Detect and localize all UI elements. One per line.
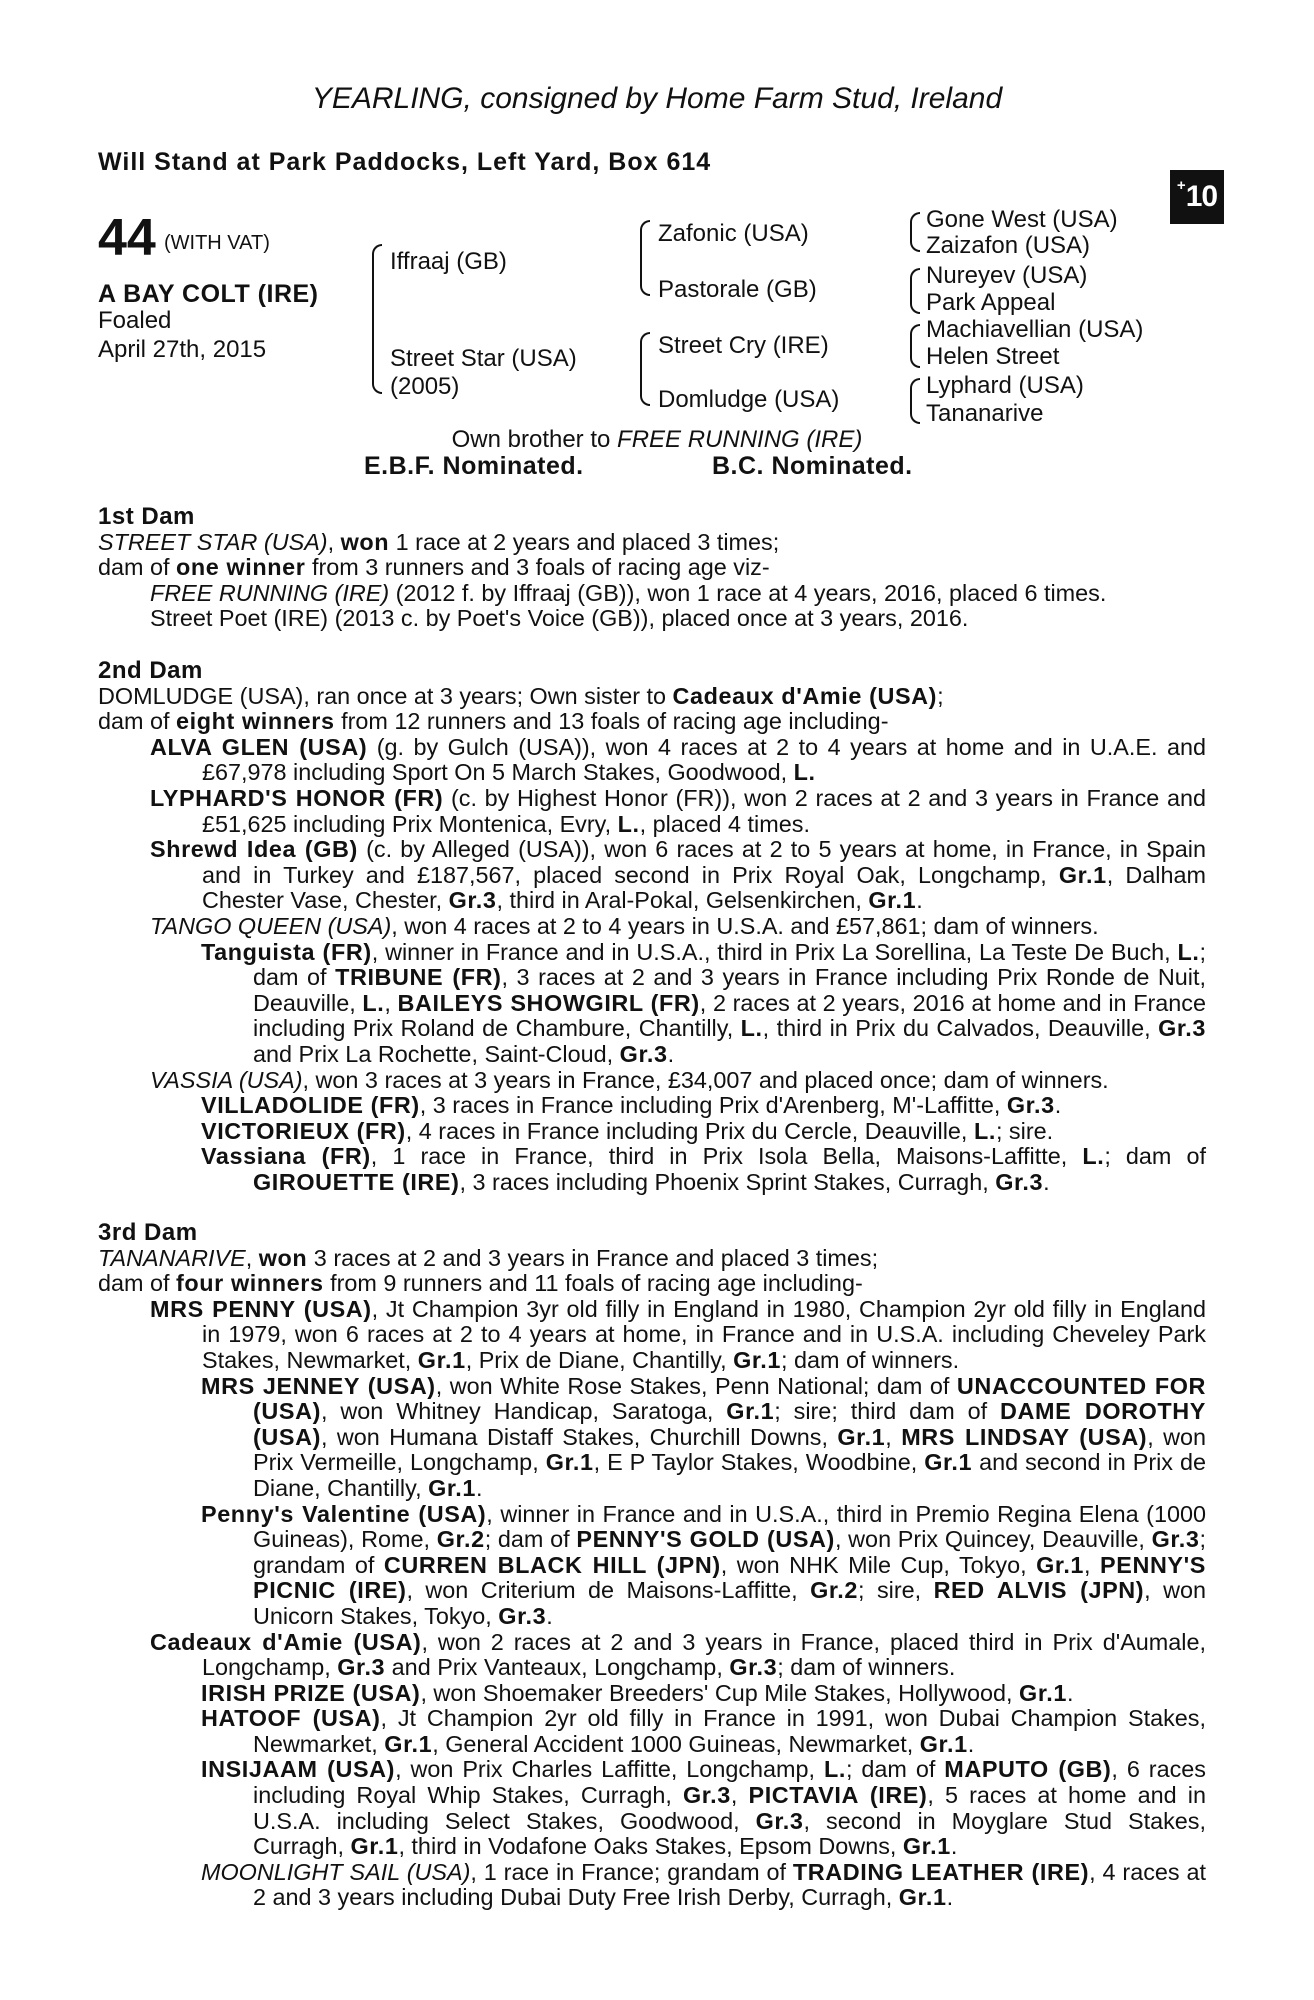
ped-g7: Lyphard (USA) xyxy=(926,372,1084,399)
third-dam-line-2: dam of four winners from 9 runners and 11 foals of racing age including- xyxy=(98,1270,863,1297)
produce-tango-queen: TANGO QUEEN (USA), won 4 races at 2 to 4 years in U.S.A. and £57,861; dam of winners. xyxy=(150,912,1099,939)
brace-dam xyxy=(640,332,650,406)
brace-main xyxy=(372,244,382,394)
third-dam-line-1: TANANARIVE, won 3 races at 2 and 3 years in France and placed 3 times; xyxy=(98,1244,879,1271)
produce-tanguista: Tanguista (FR), winner in France and in U.S.A., third in Prix La Sorellina, La Teste De Buch, L.; dam of TRIBUNE (FR), 3 races at 2 and 3 years in France including Prix Ronde de Nuit, Deauville, L., BAILEYS SHOWGIRL (FR), 2 races at 2 years, 2016 at home and in France including Prix Roland de Chambure, Chantilly, L., third in Prix du Calvados, Deauville, Gr.3 and Prix La Rochette, Saint-Cloud, Gr.3. xyxy=(201,938,1207,1067)
third-dam-section xyxy=(98,1220,1206,1911)
produce-cadeaux-damie: Cadeaux d'Amie (USA), won 2 races at 2 and 3 years in France, placed third in Prix d'Aumale, Longchamp, Gr.3 and Prix Vanteaux, Longchamp, Gr.3; dam of winners. xyxy=(150,1628,1207,1681)
produce-mrs-jenney: MRS JENNEY (USA), won White Rose Stakes, Penn National; dam of UNACCOUNTED FOR (USA), won Whitney Handicap, Saratoga, Gr.1; sire; third dam of DAME DOROTHY (USA), won Humana Distaff Stakes, Churchill Downs, Gr.1, MRS LINDSAY (USA), won Prix Vermeille, Longchamp, Gr.1, E P Taylor Stakes, Woodbine, Gr.1 and second in Prix de Diane, Chantilly, Gr.1. xyxy=(201,1372,1206,1501)
first-dam-line-1: STREET STAR (USA), won 1 race at 2 years and placed 3 times; xyxy=(98,528,780,555)
brace-g12 xyxy=(910,212,920,252)
produce-alva-glen: ALVA GLEN (USA) (g. by Gulch (USA)), won 4 races at 2 to 4 years at home and in U.A.E. and £67,978 including Sport On 5 March Stakes, Goodwood, L. xyxy=(150,733,1206,786)
brace-g34 xyxy=(910,268,920,314)
ped-g5: Machiavellian (USA) xyxy=(926,316,1144,343)
first-dam-produce-1: FREE RUNNING (IRE) (2012 f. by Iffraaj (GB)), won 1 race at 4 years, 2016, placed 6 times. xyxy=(150,579,1107,606)
second-dam-line-1: DOMLUDGE (USA), ran once at 3 years; Own sister to Cadeaux d'Amie (USA); xyxy=(98,682,944,709)
ped-g1: Gone West (USA) xyxy=(926,206,1118,233)
produce-moonlight-sail: MOONLIGHT SAIL (USA), 1 race in France; grandam of TRADING LEATHER (IRE), 4 races at 2 and 3 years including Dubai Duty Free Irish Derby, Curragh, Gr.1. xyxy=(201,1858,1206,1911)
horse-name: A BAY COLT (IRE) xyxy=(98,280,319,308)
ped-dam: Street Star (USA) xyxy=(390,345,577,372)
produce-vassia: VASSIA (USA), won 3 races at 3 years in France, £34,007 and placed once; dam of winners. xyxy=(150,1066,1109,1093)
foaled-date: April 27th, 2015 xyxy=(98,336,267,363)
first-dam-line-2: dam of one winner from 3 runners and 3 foals of racing age viz- xyxy=(98,554,770,581)
stand-location: Will Stand at Park Paddocks, Left Yard, Box 614 xyxy=(98,148,712,176)
first-dam-section xyxy=(98,504,1206,632)
ped-g6: Helen Street xyxy=(926,343,1060,370)
own-brother-prefix: Own brother to xyxy=(451,426,618,453)
own-brother-name: FREE RUNNING (IRE) xyxy=(617,426,863,453)
badge-number: 10 xyxy=(1185,180,1218,213)
produce-pennys-valentine: Penny's Valentine (USA), winner in France and in U.S.A., third in Premio Regina Elena (1000 Guineas), Rome, Gr.2; dam of PENNY'S GOLD (USA), won Prix Quincey, Deauville, Gr.3; grandam of CURREN BLACK HILL (JPN), won NHK Mile Cup, Tokyo, Gr.1, PENNY'S PICNIC (IRE), won Criterium de Maisons-Laffitte, Gr.2; sire, RED ALVIS (JPN), won Unicorn Stakes, Tokyo, Gr.3. xyxy=(201,1500,1207,1629)
brace-g78 xyxy=(910,378,920,424)
produce-hatoof: HATOOF (USA), Jt Champion 2yr old filly in France in 1991, won Dubai Champion Stakes, Newmarket, Gr.1, General Accident 1000 Guineas, Newmarket, Gr.1. xyxy=(201,1705,1206,1757)
own-brother-line xyxy=(0,426,1314,454)
ped-dam-sire: Street Cry (IRE) xyxy=(658,332,829,359)
page-heading: YEARLING, consigned by Home Farm Stud, Ireland xyxy=(311,82,1003,115)
ped-g3: Nureyev (USA) xyxy=(926,262,1088,289)
produce-insijaam: INSIJAAM (USA), won Prix Charles Laffitte, Longchamp, L.; dam of MAPUTO (GB), 6 races including Royal Whip Stakes, Curragh, Gr.3, PICTAVIA (IRE), 5 races at home and in U.S.A. including Select Stakes, Goodwood, Gr.3, second in Moyglare Stud Stakes, Curragh, Gr.1, third in Vodafone Oaks Stakes, Epsom Downs, Gr.1. xyxy=(201,1756,1206,1860)
lot-badge xyxy=(1170,170,1224,224)
second-dam-line-2: dam of eight winners from 12 runners and 13 foals of racing age including- xyxy=(98,708,889,735)
produce-irish-prize: IRISH PRIZE (USA), won Shoemaker Breeders' Cup Mile Stakes, Hollywood, Gr.1. xyxy=(201,1679,1074,1706)
foaled-info xyxy=(98,306,266,364)
brace-g56 xyxy=(910,324,920,368)
bc-nominated: B.C. Nominated. xyxy=(712,452,913,480)
ped-dam-dam: Domludge (USA) xyxy=(658,386,840,413)
ebf-nominated: E.B.F. Nominated. xyxy=(364,452,584,480)
produce-mrs-penny: MRS PENNY (USA), Jt Champion 3yr old filly in England in 1980, Champion 2yr old filly in England in 1979, won 6 races at 2 to 4 years at home, in France and in U.S.A. including Cheveley Park Stakes, Newmarket, Gr.1, Prix de Diane, Chantilly, Gr.1; dam of winners. xyxy=(150,1295,1206,1373)
second-dam-section xyxy=(98,658,1206,1195)
brace-sire xyxy=(640,220,650,296)
ped-g2: Zaizafon (USA) xyxy=(926,232,1091,259)
produce-lyphards-honor: LYPHARD'S HONOR (FR) (c. by Highest Honor (FR)), won 2 races at 2 and 3 years in France and £51,625 including Prix Montenica, Evry, L., placed 4 times. xyxy=(150,784,1206,837)
produce-villadolide: VILLADOLIDE (FR), 3 races in France including Prix d'Arenberg, M'-Laffitte, Gr.3. xyxy=(201,1092,1062,1119)
foaled-label: Foaled xyxy=(98,307,172,334)
third-dam-title: 3rd Dam xyxy=(98,1219,198,1246)
first-dam-produce-2: Street Poet (IRE) (2013 c. by Poet's Voice (GB)), placed once at 3 years, 2016. xyxy=(150,605,969,632)
produce-vassiana: Vassiana (FR), 1 race in France, third in Prix Isola Bella, Maisons-Laffitte, L.; dam of GIROUETTE (IRE), 3 races including Phoenix Sprint Stakes, Curragh, Gr.3. xyxy=(201,1143,1207,1195)
ped-g8: Tananarive xyxy=(926,400,1044,427)
lot-vat: (WITH VAT) xyxy=(164,232,270,254)
produce-victorieux: VICTORIEUX (FR), 4 races in France including Prix du Cercle, Deauville, L.; sire. xyxy=(201,1117,1054,1144)
lot-number: 44 xyxy=(98,209,156,267)
produce-shrewd-idea: Shrewd Idea (GB) (c. by Alleged (USA)), won 6 races at 2 to 5 years at home, in France, in Spain and in Turkey and £187,567, placed second in Prix Royal Oak, Longchamp, Gr.1, Dalham Chester Vase, Chester, Gr.3, third in Aral-Pokal, Gelsenkirchen, Gr.1. xyxy=(150,836,1206,914)
ped-sire: Iffraaj (GB) xyxy=(390,248,507,275)
ped-sire-dam: Pastorale (GB) xyxy=(658,276,817,303)
second-dam-title: 2nd Dam xyxy=(98,657,203,684)
ped-g4: Park Appeal xyxy=(926,289,1056,316)
badge-sup: + xyxy=(1176,176,1185,194)
ped-sire-sire: Zafonic (USA) xyxy=(658,220,809,247)
first-dam-title: 1st Dam xyxy=(98,503,195,530)
ped-dam-year: (2005) xyxy=(390,373,460,400)
